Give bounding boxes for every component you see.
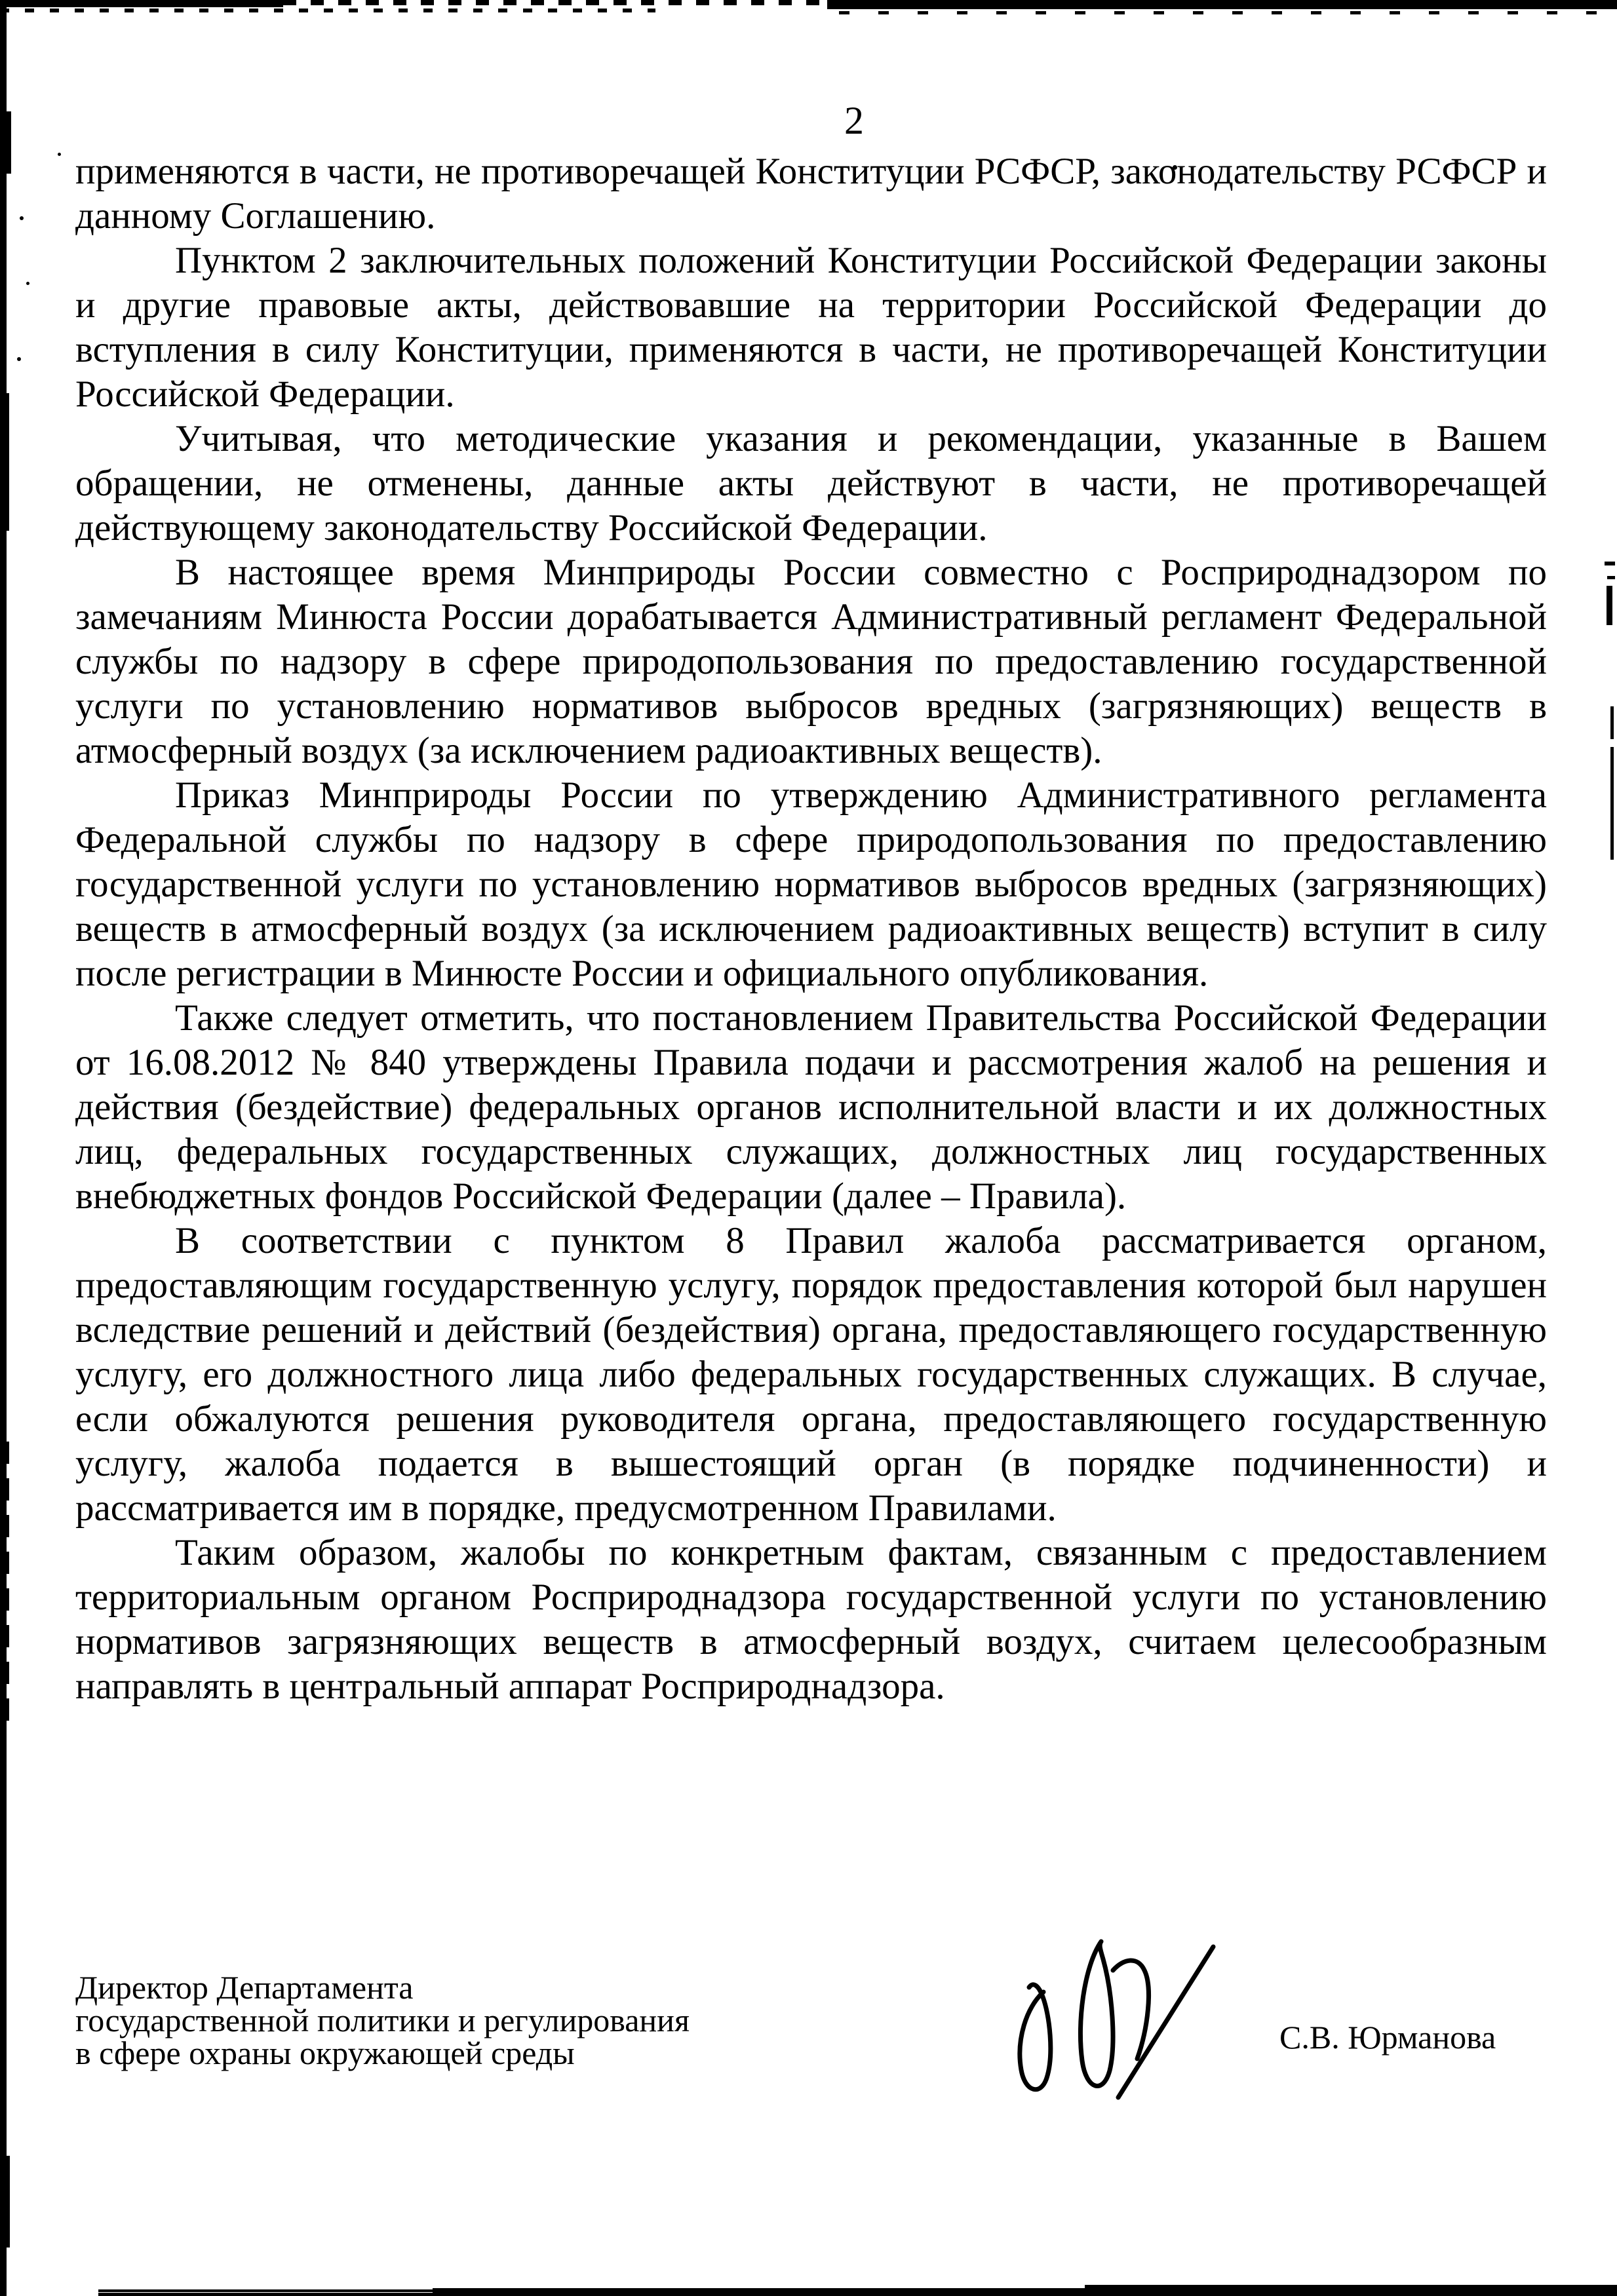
scan-edge-top xyxy=(839,11,1617,14)
scan-edge-left xyxy=(0,111,11,174)
body-paragraph: Таким образом, жалобы по конкретным фактам, связанным с предоставлением территориальным органом Росприроднадзора государственной услуги по установлению нормативов загрязняющих веществ в атмосферный воздух, считаем целесообразным направлять в центральный аппарат Росприроднадзора. xyxy=(75,1532,1547,1707)
body-paragraph: Пунктом 2 заключительных положений Конституции Российской Федерации законы и другие правовые акты, действовавшие на территории Российской Федерации до вступления в силу Конституции, применяются в части, не противоречащей Конституции Российской Федерации. xyxy=(75,240,1547,415)
signatory-title-line: государственной политики и регулирования xyxy=(75,2002,690,2038)
body-paragraph: Учитывая, что методические указания и рекомендации, указанные в Вашем обращении, не отменены, данные акты действуют в части, не противоречащей действующему законодательству Российской Федерации. xyxy=(75,418,1547,548)
scan-edge-top xyxy=(0,9,655,12)
document-body xyxy=(75,149,1547,1709)
scan-speck xyxy=(58,153,61,156)
body-paragraph: В соответствии с пунктом 8 Правил жалоба рассматривается органом, предоставляющим государственную услугу, порядок предоставления которой был нарушен вследствие решений и действий (бездействия) органа, предоставляющего государственную услугу, его должностного лица либо федеральных государственных служащих. В случае, если обжалуются решения руководителя органа, предоставляющего государственную услугу, жалоба подается в вышестоящий орган (в порядке подчиненности) и рассматривается им в порядке, предусмотренном Правилами. xyxy=(75,1220,1547,1529)
scan-mark-right xyxy=(1610,706,1614,739)
scan-speck xyxy=(17,357,21,361)
body-paragraph: В настоящее время Минприроды России совместно с Росприроднадзором по замечаниям Минюста России дорабатывается Административный регламент Федеральной службы по надзору в сфере природопользования по предоставлению государственной услуги по установлению нормативов выбросов вредных (загрязняющих) веществ в атмосферный воздух (за исключением радиоактивных веществ). xyxy=(75,552,1547,771)
handwritten-signature-icon xyxy=(1003,1930,1226,2107)
signatory-title-line: в сфере охраны окружающей среды xyxy=(75,2035,575,2071)
scan-edge-top xyxy=(283,0,827,5)
signatory-title xyxy=(75,1971,796,2069)
scan-edge-left xyxy=(0,1442,9,1723)
scan-speck xyxy=(26,282,29,285)
scan-speck xyxy=(20,216,24,220)
body-paragraph: применяются в части, не противоречащей Конституции РСФСР, законодательству РСФСР и данному Соглашению. xyxy=(75,151,1547,237)
scan-edge-bottom xyxy=(98,2289,439,2292)
scan-edge-left xyxy=(0,0,7,2296)
body-paragraph: Также следует отметить, что постановлением Правительства Российской Федерации от 16.08.2012 № 840 утверждены Правила подачи и рассмотрения жалоб на решения и действия (бездействие) федеральных органов исполнительной власти и их должностных лиц, федеральных государственных служащих, должностных лиц государственных внебюджетных фондов Российской Федерации (далее – Правила). xyxy=(75,997,1547,1217)
scan-edge-left xyxy=(0,2156,10,2248)
scan-mark-right xyxy=(1607,576,1615,579)
signatory-title-line: Директор Департамента xyxy=(75,1969,414,2006)
scan-edge-bottom xyxy=(98,2293,1617,2296)
body-paragraph: Приказ Минприроды России по утверждению Административного регламента Федеральной службы по надзору в сфере природопользования по предоставлению государственной услуги по установлению нормативов выбросов вредных (загрязняющих) веществ в атмосферный воздух (за исключением радиоактивных веществ) вступит в силу после регистрации в Минюсте России и официального опубликования. xyxy=(75,775,1547,994)
scan-mark-right xyxy=(1610,747,1614,860)
scan-edge-top xyxy=(827,0,1617,9)
scan-mark-right xyxy=(1607,586,1612,625)
scan-edge-left xyxy=(0,393,9,531)
scan-edge-top xyxy=(0,0,283,7)
signatory-name: С.В. Юрманова xyxy=(1279,2019,1496,2056)
page-number: 2 xyxy=(844,99,864,142)
scan-mark-right xyxy=(1605,562,1615,565)
